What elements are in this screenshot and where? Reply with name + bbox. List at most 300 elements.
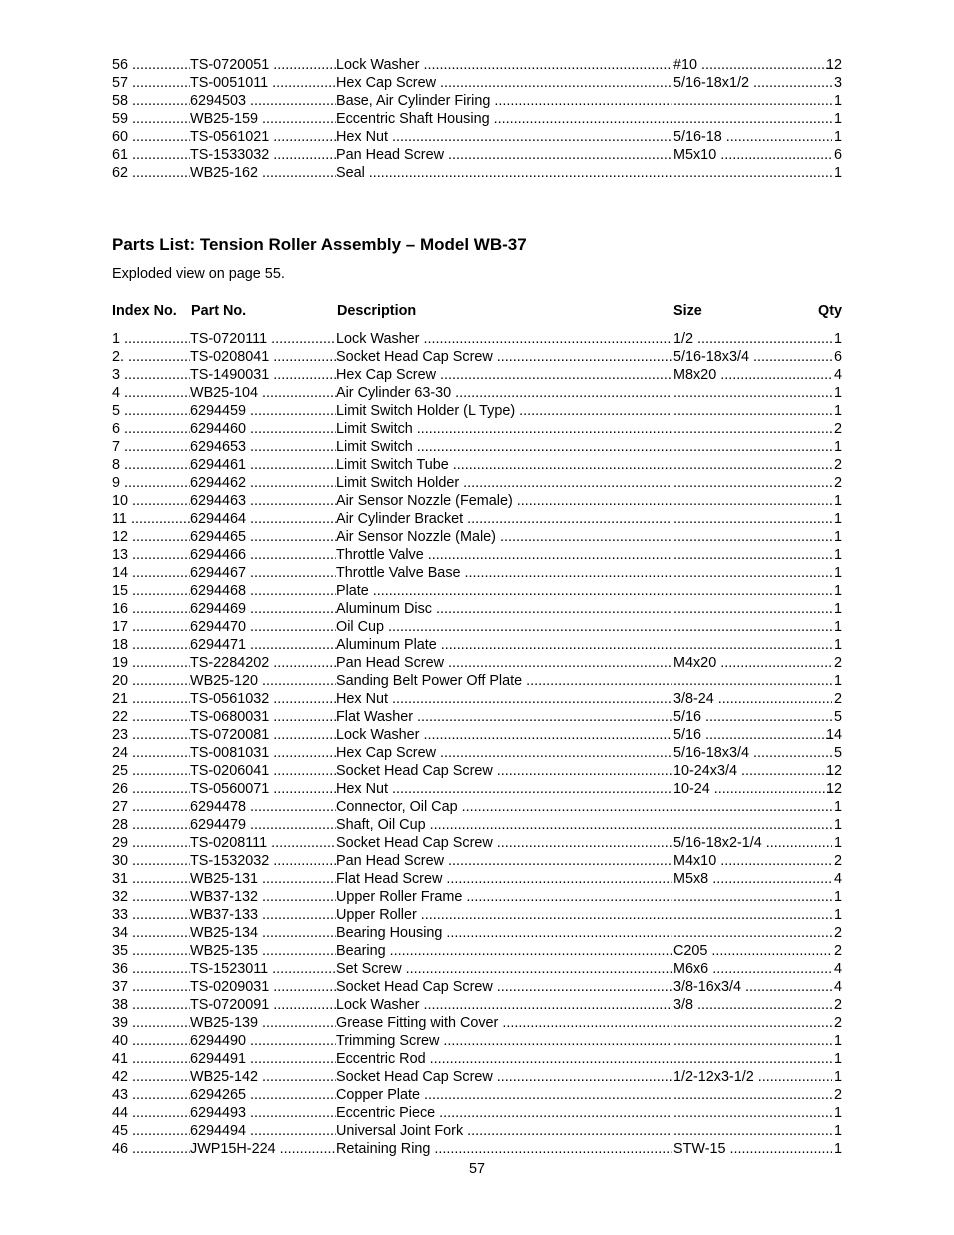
row-size [673, 1050, 832, 1068]
row-index: 60 ..... [112, 128, 190, 146]
row-size [673, 924, 832, 942]
table-row [112, 546, 842, 564]
row-index: 38 ..... [112, 996, 190, 1014]
row-part-number: WB25-134 ..... [190, 924, 336, 942]
table-row [112, 906, 842, 924]
table-row [112, 708, 842, 726]
row-index: 10 ..... [112, 492, 190, 510]
row-qty: 1 [833, 583, 842, 599]
row-size: 3/8 ..... [673, 996, 832, 1014]
row-qty: 1 [833, 529, 842, 545]
row-size [673, 546, 832, 564]
row-index: 23 ..... [112, 726, 190, 744]
row-description: Hex Cap Screw ..... [336, 74, 672, 92]
row-size [673, 510, 832, 528]
row-description: Pan Head Screw ..... [336, 146, 672, 164]
row-size [673, 798, 832, 816]
tension-roller-parts-list [112, 330, 842, 1158]
row-qty: 1 [833, 403, 842, 419]
header-description: Description [337, 303, 417, 319]
row-description: Hex Cap Screw ..... [336, 744, 672, 762]
row-description: Set Screw ..... [336, 960, 672, 978]
table-row [112, 1032, 842, 1050]
row-part-number: 6294479 ..... [190, 816, 336, 834]
row-qty: 12 [825, 57, 842, 73]
row-index: 20 ..... [112, 672, 190, 690]
table-row [112, 420, 842, 438]
row-qty: 1 [833, 1033, 842, 1049]
row-index: 21 ..... [112, 690, 190, 708]
row-qty: 2 [833, 1015, 842, 1031]
row-size [673, 456, 832, 474]
row-size: M4x10 ..... [673, 852, 832, 870]
row-description: Socket Head Cap Screw ..... [336, 1068, 672, 1086]
row-description: Flat Head Screw ..... [336, 870, 672, 888]
row-size [673, 1032, 832, 1050]
row-qty: 5 [833, 709, 842, 725]
row-description: Limit Switch Holder (L Type) ..... [336, 402, 672, 420]
row-qty: 1 [833, 835, 842, 851]
table-row [112, 1086, 842, 1104]
row-size: M8x20 ..... [673, 366, 832, 384]
row-index: 33 ..... [112, 906, 190, 924]
table-row [112, 1014, 842, 1032]
row-qty: 3 [833, 75, 842, 91]
row-qty: 1 [833, 619, 842, 635]
row-description: Air Cylinder 63-30 ..... [336, 384, 672, 402]
row-index: 43 ..... [112, 1086, 190, 1104]
row-part-number: TS-0051011 ..... [190, 74, 336, 92]
row-description: Throttle Valve ..... [336, 546, 672, 564]
table-row [112, 74, 842, 92]
table-row [112, 330, 842, 348]
row-index: 46 ..... [112, 1140, 190, 1158]
row-description: Retaining Ring ..... [336, 1140, 672, 1158]
row-index: 59 ..... [112, 110, 190, 128]
row-size [673, 92, 832, 110]
table-row [112, 1140, 842, 1158]
row-part-number: TS-0209031 ..... [190, 978, 336, 996]
table-row [112, 654, 842, 672]
row-description: Hex Nut ..... [336, 128, 672, 146]
row-index: 2. ..... [112, 348, 190, 366]
row-qty: 2 [833, 475, 842, 491]
row-part-number: TS-0561021 ..... [190, 128, 336, 146]
row-part-number: TS-1533032 ..... [190, 146, 336, 164]
row-size: 1/2 ..... [673, 330, 832, 348]
table-row [112, 366, 842, 384]
row-qty: 1 [833, 1123, 842, 1139]
row-description: Pan Head Screw ..... [336, 852, 672, 870]
row-size: 10-24x3/4 ..... [673, 762, 832, 780]
row-part-number: 6294459 ..... [190, 402, 336, 420]
row-index: 8 ..... [112, 456, 190, 474]
table-row [112, 798, 842, 816]
row-qty: 1 [833, 637, 842, 653]
row-index: 17 ..... [112, 618, 190, 636]
row-qty: 2 [833, 925, 842, 941]
row-qty: 1 [833, 93, 842, 109]
row-index: 42 ..... [112, 1068, 190, 1086]
row-part-number: 6294265 ..... [190, 1086, 336, 1104]
row-index: 7 ..... [112, 438, 190, 456]
row-size [673, 1104, 832, 1122]
row-index: 22 ..... [112, 708, 190, 726]
row-part-number: TS-1490031 ..... [190, 366, 336, 384]
row-description: Seal ..... [336, 164, 672, 182]
table-row [112, 92, 842, 110]
row-index: 57 ..... [112, 74, 190, 92]
row-part-number: 6294471 ..... [190, 636, 336, 654]
table-row [112, 618, 842, 636]
row-index: 32 ..... [112, 888, 190, 906]
row-qty: 1 [833, 799, 842, 815]
row-size: 5/16 ..... [673, 708, 832, 726]
row-size: 5/16 ..... [673, 726, 832, 744]
row-part-number: 6294653 ..... [190, 438, 336, 456]
table-row [112, 56, 842, 74]
row-index: 24 ..... [112, 744, 190, 762]
table-row [112, 564, 842, 582]
table-row [112, 960, 842, 978]
row-part-number: 6294464 ..... [190, 510, 336, 528]
row-qty: 5 [833, 745, 842, 761]
row-description: Connector, Oil Cap ..... [336, 798, 672, 816]
header-qty: Qty [818, 303, 842, 319]
row-part-number: TS-0680031 ..... [190, 708, 336, 726]
row-description: Hex Cap Screw ..... [336, 366, 672, 384]
row-size [673, 438, 832, 456]
row-size [673, 816, 832, 834]
row-qty: 6 [833, 349, 842, 365]
row-size: 1/2-12x3-1/2 ..... [673, 1068, 832, 1086]
header-index: Index No. [112, 303, 177, 319]
row-part-number: 6294494 ..... [190, 1122, 336, 1140]
header-size: Size [673, 303, 702, 319]
row-index: 41 ..... [112, 1050, 190, 1068]
row-part-number: WB25-162 ..... [190, 164, 336, 182]
row-part-number: 6294467 ..... [190, 564, 336, 582]
row-qty: 1 [833, 165, 842, 181]
row-size: 10-24 ..... [673, 780, 832, 798]
table-row [112, 726, 842, 744]
row-index: 39 ..... [112, 1014, 190, 1032]
table-row [112, 164, 842, 182]
row-qty: 1 [833, 547, 842, 563]
row-index: 44 ..... [112, 1104, 190, 1122]
row-description: Plate ..... [336, 582, 672, 600]
table-row [112, 146, 842, 164]
table-row [112, 870, 842, 888]
row-description: Grease Fitting with Cover ..... [336, 1014, 672, 1032]
table-row [112, 1122, 842, 1140]
row-part-number: 6294463 ..... [190, 492, 336, 510]
row-description: Limit Switch ..... [336, 420, 672, 438]
row-part-number: WB25-159 ..... [190, 110, 336, 128]
row-size [673, 110, 832, 128]
section-title: Parts List: Tension Roller Assembly – Model WB-37 [112, 235, 527, 254]
row-index: 36 ..... [112, 960, 190, 978]
table-row [112, 690, 842, 708]
row-qty: 14 [825, 727, 842, 743]
row-description: Eccentric Shaft Housing ..... [336, 110, 672, 128]
row-description: Shaft, Oil Cup ..... [336, 816, 672, 834]
table-row [112, 852, 842, 870]
row-description: Lock Washer ..... [336, 56, 672, 74]
row-part-number: TS-0560071 ..... [190, 780, 336, 798]
row-size [673, 492, 832, 510]
row-part-number: TS-0720091 ..... [190, 996, 336, 1014]
row-qty: 1 [833, 1051, 842, 1067]
row-qty: 1 [833, 565, 842, 581]
row-description: Eccentric Piece ..... [336, 1104, 672, 1122]
section-note: Exploded view on page 55. [112, 266, 285, 282]
row-size [673, 402, 832, 420]
row-part-number: 6294468 ..... [190, 582, 336, 600]
row-index: 27 ..... [112, 798, 190, 816]
row-index: 61 ..... [112, 146, 190, 164]
row-size [673, 906, 832, 924]
row-size: M6x6 ..... [673, 960, 832, 978]
row-qty: 4 [833, 961, 842, 977]
row-description: Sanding Belt Power Off Plate ..... [336, 672, 672, 690]
row-size [673, 600, 832, 618]
row-description: Lock Washer ..... [336, 330, 672, 348]
top-parts-list [112, 56, 842, 182]
row-description: Oil Cup ..... [336, 618, 672, 636]
table-row [112, 474, 842, 492]
row-size [673, 384, 832, 402]
row-size [673, 672, 832, 690]
table-row [112, 996, 842, 1014]
row-part-number: 6294503 ..... [190, 92, 336, 110]
row-index: 18 ..... [112, 636, 190, 654]
row-size [673, 618, 832, 636]
row-size [673, 1122, 832, 1140]
row-index: 25 ..... [112, 762, 190, 780]
row-index: 1 ..... [112, 330, 190, 348]
page-number: 57 [468, 1161, 485, 1177]
row-index: 40 ..... [112, 1032, 190, 1050]
row-description: Limit Switch Holder ..... [336, 474, 672, 492]
row-part-number: 6294461 ..... [190, 456, 336, 474]
table-row [112, 816, 842, 834]
row-part-number: 6294490 ..... [190, 1032, 336, 1050]
row-description: Air Sensor Nozzle (Female) ..... [336, 492, 672, 510]
row-qty: 1 [833, 439, 842, 455]
row-size [673, 474, 832, 492]
row-size: 3/8-24 ..... [673, 690, 832, 708]
row-index: 3 ..... [112, 366, 190, 384]
row-description: Aluminum Disc ..... [336, 600, 672, 618]
row-part-number: TS-1523011 ..... [190, 960, 336, 978]
row-size [673, 636, 832, 654]
row-qty: 6 [833, 147, 842, 163]
row-part-number: 6294470 ..... [190, 618, 336, 636]
row-index: 29 ..... [112, 834, 190, 852]
row-index: 35 ..... [112, 942, 190, 960]
row-size: 5/16-18x1/2 ..... [673, 74, 832, 92]
row-size [673, 582, 832, 600]
row-index: 26 ..... [112, 780, 190, 798]
row-index: 11 ..... [112, 510, 190, 528]
table-row [112, 978, 842, 996]
row-size [673, 164, 832, 182]
row-size [673, 564, 832, 582]
row-size: 5/16-18 ..... [673, 128, 832, 146]
row-size [673, 1086, 832, 1104]
row-qty: 1 [833, 331, 842, 347]
row-index: 37 ..... [112, 978, 190, 996]
row-description: Throttle Valve Base ..... [336, 564, 672, 582]
row-qty: 12 [825, 781, 842, 797]
table-row [112, 348, 842, 366]
table-row [112, 582, 842, 600]
row-index: 12 ..... [112, 528, 190, 546]
row-description: Upper Roller Frame ..... [336, 888, 672, 906]
row-part-number: TS-0720081 ..... [190, 726, 336, 744]
row-size [673, 1014, 832, 1032]
row-part-number: JWP15H-224 ..... [190, 1140, 336, 1158]
row-description: Hex Nut ..... [336, 780, 672, 798]
row-description: Lock Washer ..... [336, 996, 672, 1014]
row-size: STW-15 ..... [673, 1140, 832, 1158]
row-index: 4 ..... [112, 384, 190, 402]
row-part-number: 6294491 ..... [190, 1050, 336, 1068]
row-description: Hex Nut ..... [336, 690, 672, 708]
row-qty: 2 [833, 655, 842, 671]
row-qty: 2 [833, 457, 842, 473]
row-part-number: TS-0208041 ..... [190, 348, 336, 366]
table-row [112, 1050, 842, 1068]
row-description: Trimming Screw ..... [336, 1032, 672, 1050]
row-qty: 1 [833, 673, 842, 689]
row-description: Limit Switch ..... [336, 438, 672, 456]
row-index: 31 ..... [112, 870, 190, 888]
table-row [112, 384, 842, 402]
row-index: 56 ..... [112, 56, 190, 74]
row-part-number: TS-0720051 ..... [190, 56, 336, 74]
row-qty: 1 [833, 907, 842, 923]
row-index: 14 ..... [112, 564, 190, 582]
table-row [112, 762, 842, 780]
row-part-number: 6294460 ..... [190, 420, 336, 438]
row-size: C205 ..... [673, 942, 832, 960]
row-part-number: WB37-132 ..... [190, 888, 336, 906]
row-size: M5x10 ..... [673, 146, 832, 164]
row-part-number: WB37-133 ..... [190, 906, 336, 924]
row-description: Air Sensor Nozzle (Male) ..... [336, 528, 672, 546]
row-index: 6 ..... [112, 420, 190, 438]
table-row [112, 780, 842, 798]
row-qty: 2 [833, 1087, 842, 1103]
row-part-number: TS-0208111 ..... [190, 834, 336, 852]
row-index: 13 ..... [112, 546, 190, 564]
row-part-number: TS-1532032 ..... [190, 852, 336, 870]
row-qty: 2 [833, 853, 842, 869]
row-qty: 1 [833, 1141, 842, 1157]
row-size: M4x20 ..... [673, 654, 832, 672]
row-part-number: WB25-142 ..... [190, 1068, 336, 1086]
row-size: 5/16-18x2-1/4 ..... [673, 834, 832, 852]
row-size: 5/16-18x3/4 ..... [673, 744, 832, 762]
table-row [112, 438, 842, 456]
row-qty: 1 [833, 601, 842, 617]
row-part-number: TS-2284202 ..... [190, 654, 336, 672]
table-row [112, 942, 842, 960]
table-row [112, 924, 842, 942]
table-row [112, 1068, 842, 1086]
row-size: #10 ..... [673, 56, 832, 74]
row-part-number: 6294493 ..... [190, 1104, 336, 1122]
row-qty: 12 [825, 763, 842, 779]
table-row [112, 510, 842, 528]
row-qty: 1 [833, 129, 842, 145]
row-part-number: WB25-104 ..... [190, 384, 336, 402]
row-part-number: 6294466 ..... [190, 546, 336, 564]
row-part-number: WB25-139 ..... [190, 1014, 336, 1032]
row-index: 62 ..... [112, 164, 190, 182]
row-part-number: 6294469 ..... [190, 600, 336, 618]
table-row [112, 600, 842, 618]
table-row [112, 128, 842, 146]
row-description: Socket Head Cap Screw ..... [336, 834, 672, 852]
row-qty: 1 [833, 111, 842, 127]
table-row [112, 456, 842, 474]
row-part-number: TS-0206041 ..... [190, 762, 336, 780]
row-qty: 1 [833, 817, 842, 833]
table-row [112, 636, 842, 654]
row-index: 16 ..... [112, 600, 190, 618]
row-part-number: 6294462 ..... [190, 474, 336, 492]
row-part-number: TS-0720111 ..... [190, 330, 336, 348]
row-index: 28 ..... [112, 816, 190, 834]
row-description: Socket Head Cap Screw ..... [336, 978, 672, 996]
table-row [112, 402, 842, 420]
row-qty: 4 [833, 367, 842, 383]
row-description: Flat Washer ..... [336, 708, 672, 726]
row-index: 19 ..... [112, 654, 190, 672]
row-qty: 1 [833, 1069, 842, 1085]
row-part-number: 6294478 ..... [190, 798, 336, 816]
table-row [112, 528, 842, 546]
row-description: Bearing Housing ..... [336, 924, 672, 942]
row-description: Bearing ..... [336, 942, 672, 960]
table-row [112, 492, 842, 510]
row-description: Base, Air Cylinder Firing ..... [336, 92, 672, 110]
row-description: Lock Washer ..... [336, 726, 672, 744]
row-qty: 1 [833, 385, 842, 401]
row-index: 9 ..... [112, 474, 190, 492]
row-index: 58 ..... [112, 92, 190, 110]
table-row [112, 1104, 842, 1122]
row-qty: 4 [833, 871, 842, 887]
row-qty: 2 [833, 691, 842, 707]
table-row [112, 834, 842, 852]
row-qty: 2 [833, 943, 842, 959]
row-size [673, 528, 832, 546]
row-qty: 1 [833, 493, 842, 509]
row-index: 45 ..... [112, 1122, 190, 1140]
row-qty: 2 [833, 997, 842, 1013]
row-part-number: 6294465 ..... [190, 528, 336, 546]
row-description: Socket Head Cap Screw ..... [336, 348, 672, 366]
row-size: 3/8-16x3/4 ..... [673, 978, 832, 996]
table-row [112, 672, 842, 690]
row-qty: 1 [833, 889, 842, 905]
row-index: 5 ..... [112, 402, 190, 420]
row-qty: 1 [833, 1105, 842, 1121]
